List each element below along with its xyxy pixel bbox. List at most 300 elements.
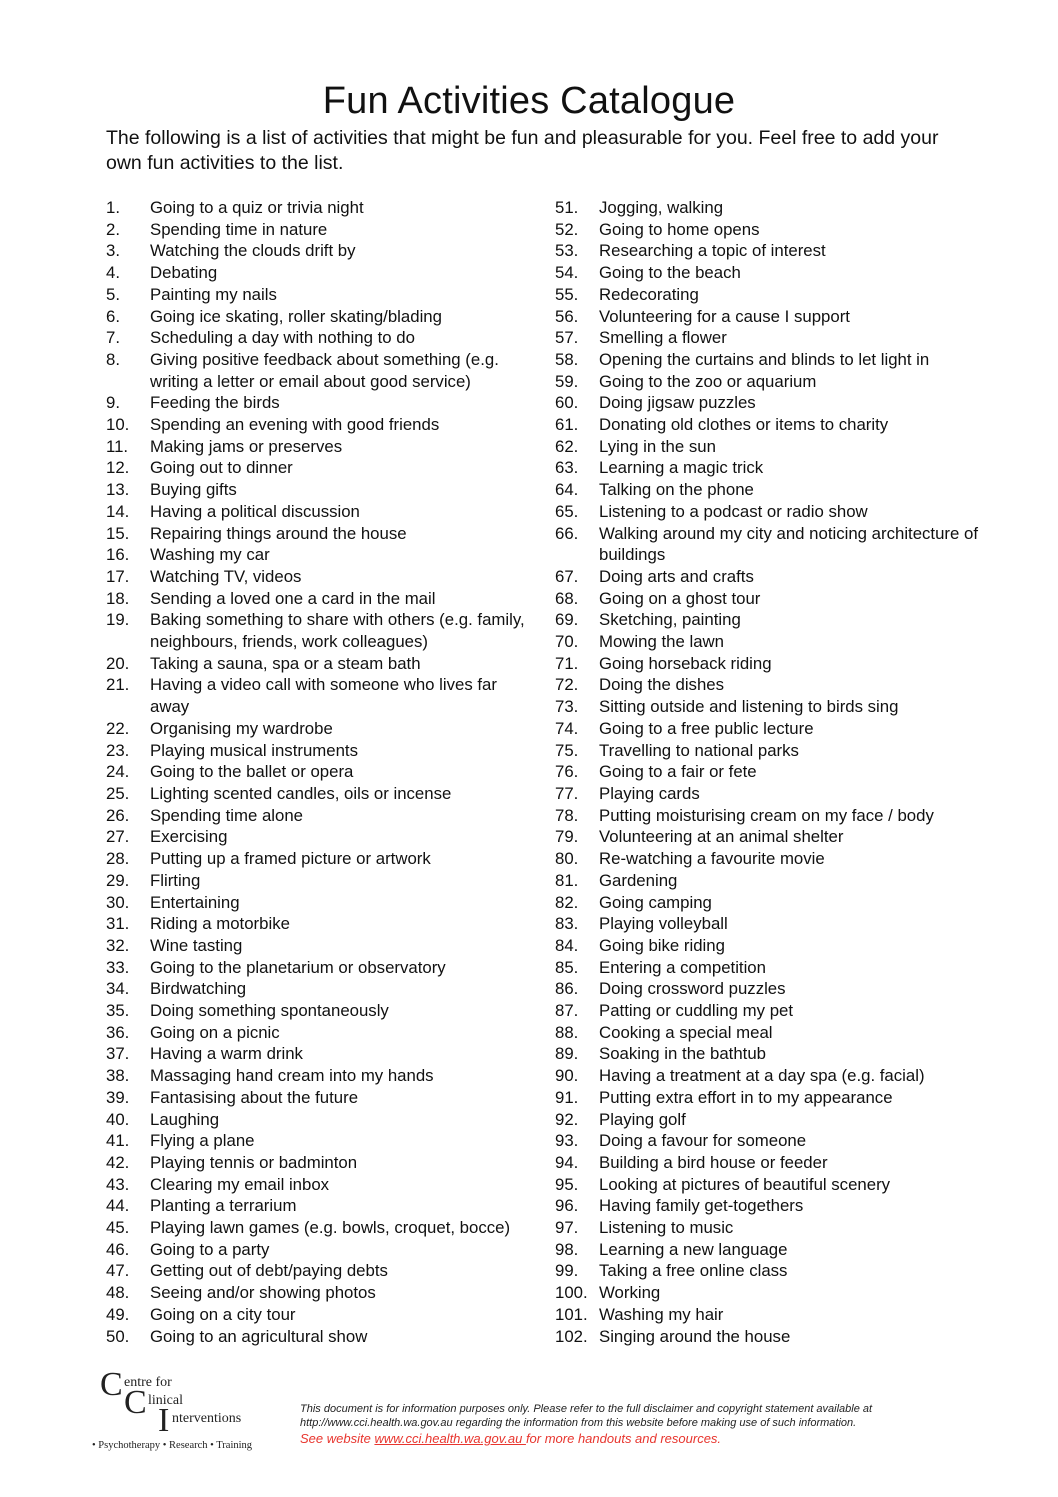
activity-text: Going to a party: [150, 1239, 270, 1259]
activity-text: Painting my nails: [150, 284, 277, 304]
activity-item: [106, 1065, 526, 1087]
activity-text: Lighting scented candles, oils or incense: [150, 783, 452, 803]
activity-text: Going to the ballet or opera: [150, 762, 354, 782]
activity-number: 52.: [555, 219, 579, 239]
activity-number: 64.: [555, 480, 579, 500]
activity-text: Going to the zoo or aquarium: [599, 371, 817, 391]
activity-text: Making jams or preserves: [150, 436, 343, 456]
activity-number: 39.: [106, 1087, 130, 1107]
activity-item: [106, 761, 526, 783]
activity-number: 21.: [106, 675, 130, 695]
activity-text: Doing jigsaw puzzles: [599, 393, 756, 413]
activity-text: Going on a city tour: [150, 1304, 296, 1324]
activity-item: [106, 892, 526, 914]
activity-item: [106, 1087, 526, 1109]
activity-text: Going horseback riding: [599, 653, 772, 673]
activity-number: 102.: [555, 1326, 588, 1346]
activity-number: 8.: [106, 349, 120, 369]
activity-item: [106, 501, 526, 523]
activity-number: 3.: [106, 241, 120, 261]
activity-number: 5.: [106, 284, 120, 304]
activity-text: Redecorating: [599, 284, 699, 304]
activity-number: 77.: [555, 783, 579, 803]
activity-number: 78.: [555, 805, 579, 825]
activity-text: Volunteering for a cause I support: [599, 306, 850, 326]
activity-item: [106, 805, 526, 827]
activity-item: [555, 1217, 985, 1239]
activity-text: Entering a competition: [599, 957, 766, 977]
activity-item: [106, 653, 526, 675]
activity-text: Learning a new language: [599, 1239, 788, 1259]
page-title: Fun Activities Catalogue: [322, 80, 736, 122]
activity-number: 27.: [106, 827, 130, 847]
activity-text: Baking something to share with others (e.g. family, neighbours, friends, work colleagues): [150, 610, 525, 652]
activity-item: [555, 848, 985, 870]
activity-text: Playing musical instruments: [150, 740, 358, 760]
activity-text: Building a bird house or feeder: [599, 1152, 828, 1172]
activity-item: [106, 262, 526, 284]
activity-item: [555, 349, 985, 371]
activity-item: [106, 1195, 526, 1217]
activity-text: Playing lawn games (e.g. bowls, croquet, bocce): [150, 1218, 511, 1238]
activity-number: 45.: [106, 1218, 130, 1238]
activity-item: [555, 436, 985, 458]
activity-item: [555, 392, 985, 414]
activity-number: 95.: [555, 1174, 579, 1194]
activity-item: [555, 957, 985, 979]
activity-text: Working: [599, 1283, 661, 1303]
activity-item: [106, 674, 526, 717]
activity-text: Donating old clothes or items to charity: [599, 415, 889, 435]
activity-text: Playing golf: [599, 1109, 686, 1129]
logo-text-interventions: nterventions: [172, 1411, 242, 1426]
activity-item: [555, 1195, 985, 1217]
activity-item: [555, 1304, 985, 1326]
activity-item: [106, 1130, 526, 1152]
activity-text: Sending a loved one a card in the mail: [150, 588, 436, 608]
activity-number: 55.: [555, 284, 579, 304]
activity-number: 1.: [106, 198, 120, 217]
activity-number: 26.: [106, 805, 130, 825]
activity-number: 40.: [106, 1109, 130, 1129]
activity-number: 80.: [555, 849, 579, 869]
activity-text: Listening to a podcast or radio show: [599, 501, 868, 521]
activity-item: [555, 631, 985, 653]
activity-number: 62.: [555, 436, 579, 456]
activity-item: [555, 978, 985, 1000]
activity-item: [555, 892, 985, 914]
activity-text: Watching TV, videos: [150, 566, 302, 586]
activity-number: 61.: [555, 415, 579, 435]
activity-item: [106, 826, 526, 848]
activity-item: [106, 436, 526, 458]
activity-item: [106, 609, 526, 652]
activity-item: [106, 870, 526, 892]
activity-item: [555, 783, 985, 805]
activity-number: 99.: [555, 1261, 579, 1281]
activity-number: 13.: [106, 480, 130, 500]
activity-number: 44.: [106, 1196, 130, 1216]
activity-number: 16.: [106, 545, 130, 565]
activity-text: Doing the dishes: [599, 675, 725, 695]
activity-number: 60.: [555, 393, 579, 413]
intro-paragraph: The following is a list of activities that might be fun and pleasurable for you. Feel free to add your own fun activities to the list.: [106, 127, 939, 174]
activity-item: [106, 848, 526, 870]
activity-item: [106, 457, 526, 479]
logo-initial-c1: C: [100, 1366, 123, 1403]
activity-item: [555, 674, 985, 696]
activity-text: Doing a favour for someone: [599, 1131, 807, 1151]
activity-item: [106, 978, 526, 1000]
activity-text: Flirting: [150, 870, 201, 890]
activity-text: Going on a ghost tour: [599, 588, 761, 608]
activity-text: Volunteering at an animal shelter: [599, 827, 844, 847]
activity-number: 37.: [106, 1044, 130, 1064]
activity-item: [555, 826, 985, 848]
activity-item: [106, 284, 526, 306]
activity-item: [555, 1022, 985, 1044]
activity-number: 43.: [106, 1174, 130, 1194]
cci-logo: [86, 1364, 276, 1456]
activity-number: 75.: [555, 740, 579, 760]
activity-text: Taking a sauna, spa or a steam bath: [150, 653, 421, 673]
activity-number: 81.: [555, 870, 579, 890]
activity-number: 10.: [106, 415, 130, 435]
activity-text: Spending time in nature: [150, 219, 328, 239]
activity-text: Smelling a flower: [599, 328, 727, 348]
activity-item: [555, 1065, 985, 1087]
activity-number: 2.: [106, 219, 120, 239]
activity-text: Doing something spontaneously: [150, 1001, 389, 1021]
activity-item: [555, 197, 985, 219]
activity-item: [106, 740, 526, 762]
activity-item: [555, 1174, 985, 1196]
website-line: [300, 1431, 1000, 1446]
activity-item: [106, 1282, 526, 1304]
activity-text: Having family get-togethers: [599, 1196, 804, 1216]
activity-text: Spending time alone: [150, 805, 304, 825]
activity-item: [555, 523, 985, 566]
activity-item: [106, 544, 526, 566]
activity-text: Going on a picnic: [150, 1022, 280, 1042]
activity-item: [106, 957, 526, 979]
activity-item: [555, 935, 985, 957]
activity-number: 101.: [555, 1304, 588, 1324]
activity-item: [106, 392, 526, 414]
activity-text: Sketching, painting: [599, 610, 741, 630]
activity-number: 24.: [106, 762, 130, 782]
activity-text: Travelling to national parks: [599, 740, 799, 760]
activity-number: 23.: [106, 740, 130, 760]
activity-item: [555, 414, 985, 436]
activity-text: Listening to music: [599, 1218, 734, 1238]
activity-number: 50.: [106, 1326, 130, 1346]
activity-text: Laughing: [150, 1109, 220, 1129]
activity-text: Flying a plane: [150, 1131, 255, 1151]
activity-item: [555, 284, 985, 306]
activity-item: [106, 327, 526, 349]
activity-number: 12.: [106, 458, 130, 478]
website-prefix: See website: [300, 1431, 375, 1446]
activity-number: 71.: [555, 653, 579, 673]
activity-number: 96.: [555, 1196, 579, 1216]
activity-number: 46.: [106, 1239, 130, 1259]
activity-number: 87.: [555, 1001, 579, 1021]
activity-number: 30.: [106, 892, 130, 912]
activity-number: 18.: [106, 588, 130, 608]
activity-number: 65.: [555, 501, 579, 521]
activity-number: 98.: [555, 1239, 579, 1259]
activity-text: Going to a free public lecture: [599, 718, 814, 738]
activity-number: 53.: [555, 241, 579, 261]
activity-item: [555, 566, 985, 588]
activity-text: Having a treatment at a day spa (e.g. facial): [599, 1066, 925, 1086]
activity-text: Feeding the birds: [150, 393, 280, 413]
activity-number: 92.: [555, 1109, 579, 1129]
activity-text: Going bike riding: [599, 935, 725, 955]
logo-tagline: • Psychotherapy • Research • Training: [92, 1440, 253, 1451]
activity-number: 47.: [106, 1261, 130, 1281]
activity-number: 36.: [106, 1022, 130, 1042]
activity-number: 74.: [555, 718, 579, 738]
activity-number: 79.: [555, 827, 579, 847]
activity-item: [555, 761, 985, 783]
activity-text: Watching the clouds drift by: [150, 241, 356, 261]
activity-text: Doing crossword puzzles: [599, 979, 786, 999]
activity-number: 58.: [555, 349, 579, 369]
activity-item: [555, 1152, 985, 1174]
activity-text: Washing my car: [150, 545, 270, 565]
activity-item: [106, 783, 526, 805]
activity-item: [555, 327, 985, 349]
activity-text: Opening the curtains and blinds to let light in: [599, 349, 930, 369]
activity-item: [106, 219, 526, 241]
activity-number: 22.: [106, 718, 130, 738]
activity-number: 67.: [555, 566, 579, 586]
activity-number: 94.: [555, 1152, 579, 1172]
activity-text: Doing arts and crafts: [599, 566, 754, 586]
logo-text-centre-for: entre for: [124, 1375, 172, 1390]
activity-text: Having a warm drink: [150, 1044, 303, 1064]
activity-text: Clearing my email inbox: [150, 1174, 330, 1194]
activity-item: [555, 1000, 985, 1022]
activity-item: [106, 1022, 526, 1044]
activity-text: Singing around the house: [599, 1326, 791, 1346]
activity-number: 93.: [555, 1131, 579, 1151]
activity-text: Giving positive feedback about something (e.g. writing a letter or email about good service): [150, 349, 499, 391]
activity-item: [555, 371, 985, 393]
activity-number: 100.: [555, 1283, 588, 1303]
activity-number: 91.: [555, 1087, 579, 1107]
activity-text: Walking around my city and noticing architecture of buildings: [599, 523, 979, 565]
activity-text: Talking on the phone: [599, 480, 754, 500]
activity-number: 33.: [106, 957, 130, 977]
activity-text: Seeing and/or showing photos: [150, 1283, 376, 1303]
activity-text: Going to the planetarium or observatory: [150, 957, 446, 977]
activity-item: [555, 1239, 985, 1261]
activity-item: [555, 1109, 985, 1131]
activity-text: Going to home opens: [599, 219, 760, 239]
activity-number: 84.: [555, 935, 579, 955]
activity-number: 85.: [555, 957, 579, 977]
activity-number: 68.: [555, 588, 579, 608]
activity-item: [555, 240, 985, 262]
activity-item: [555, 1130, 985, 1152]
activity-item: [555, 913, 985, 935]
activity-number: 89.: [555, 1044, 579, 1064]
website-link[interactable]: www.cci.health.wa.gov.au: [374, 1431, 526, 1446]
activity-number: 83.: [555, 914, 579, 934]
activity-text: Buying gifts: [150, 480, 237, 500]
activity-text: Cooking a special meal: [599, 1022, 773, 1042]
activity-text: Wine tasting: [150, 935, 243, 955]
activity-item: [555, 870, 985, 892]
activity-number: 54.: [555, 263, 579, 283]
activity-text: Re-watching a favourite movie: [599, 849, 825, 869]
activity-item: [106, 1043, 526, 1065]
activity-number: 32.: [106, 935, 130, 955]
activity-number: 31.: [106, 914, 130, 934]
activity-text: Putting up a framed picture or artwork: [150, 849, 431, 869]
activity-text: Washing my hair: [599, 1304, 724, 1324]
activity-number: 38.: [106, 1066, 130, 1086]
activity-number: 42.: [106, 1152, 130, 1172]
activity-text: Putting extra effort in to my appearance: [599, 1087, 893, 1107]
activity-number: 19.: [106, 610, 130, 630]
logo-initial-c2: C: [124, 1384, 147, 1421]
activity-item: [106, 240, 526, 262]
activity-list-right: [555, 197, 985, 1347]
activity-list-left: [106, 197, 526, 1347]
activity-item: [555, 306, 985, 328]
activity-number: 6.: [106, 306, 120, 326]
activity-text: Taking a free online class: [599, 1261, 788, 1281]
activity-number: 73.: [555, 697, 579, 717]
activity-text: Spending an evening with good friends: [150, 415, 440, 435]
activity-number: 35.: [106, 1001, 130, 1021]
activity-number: 63.: [555, 458, 579, 478]
activity-number: 88.: [555, 1022, 579, 1042]
activity-number: 9.: [106, 393, 120, 413]
activity-item: [106, 1152, 526, 1174]
activity-text: Playing cards: [599, 783, 700, 803]
activity-text: Having a political discussion: [150, 501, 360, 521]
activity-text: Getting out of debt/paying debts: [150, 1261, 388, 1281]
activity-text: Organising my wardrobe: [150, 718, 333, 738]
activity-item: [106, 1174, 526, 1196]
activity-text: Gardening: [599, 870, 678, 890]
activity-text: Having a video call with someone who lives far away: [150, 675, 497, 717]
activity-item: [555, 479, 985, 501]
activity-text: Going to a fair or fete: [599, 762, 757, 782]
activity-item: [106, 1217, 526, 1239]
activity-item: [555, 1326, 985, 1348]
activity-item: [106, 1109, 526, 1131]
activity-number: 97.: [555, 1218, 579, 1238]
activity-item: [106, 913, 526, 935]
activity-number: 41.: [106, 1131, 130, 1151]
activity-number: 90.: [555, 1066, 579, 1086]
activity-number: 72.: [555, 675, 579, 695]
activity-text: Going camping: [599, 892, 712, 912]
activity-text: Fantasising about the future: [150, 1087, 359, 1107]
activity-item: [555, 262, 985, 284]
activity-item: [106, 349, 526, 392]
activity-number: 29.: [106, 870, 130, 890]
activity-item: [106, 1260, 526, 1282]
activity-item: [106, 197, 526, 219]
logo-text-clinical: linical: [148, 1393, 183, 1408]
activity-item: [555, 457, 985, 479]
activity-number: 15.: [106, 523, 130, 543]
activity-number: 76.: [555, 762, 579, 782]
activity-number: 48.: [106, 1283, 130, 1303]
activity-text: Planting a terrarium: [150, 1196, 297, 1216]
activity-text: Soaking in the bathtub: [599, 1044, 767, 1064]
activity-number: 70.: [555, 632, 579, 652]
activity-item: [555, 219, 985, 241]
activity-text: Going to the beach: [599, 263, 741, 283]
activity-text: Sitting outside and listening to birds sing: [599, 697, 899, 717]
activity-number: 25.: [106, 783, 130, 803]
activity-item: [555, 609, 985, 631]
activity-item: [555, 1260, 985, 1282]
activity-item: [106, 414, 526, 436]
activity-text: Going to an agricultural show: [150, 1326, 368, 1346]
activity-text: Learning a magic trick: [599, 458, 764, 478]
activity-number: 66.: [555, 523, 579, 543]
activity-item: [555, 740, 985, 762]
activity-text: Patting or cuddling my pet: [599, 1001, 794, 1021]
activity-number: 86.: [555, 979, 579, 999]
activity-number: 7.: [106, 328, 120, 348]
activity-item: [106, 1326, 526, 1348]
activity-item: [555, 501, 985, 523]
activity-text: Riding a motorbike: [150, 914, 290, 934]
activity-item: [555, 588, 985, 610]
activity-item: [106, 479, 526, 501]
activity-item: [106, 718, 526, 740]
activity-item: [555, 718, 985, 740]
activity-item: [555, 805, 985, 827]
activity-number: 59.: [555, 371, 579, 391]
activity-item: [555, 696, 985, 718]
activity-item: [106, 523, 526, 545]
activity-text: Scheduling a day with nothing to do: [150, 328, 415, 348]
activity-number: 51.: [555, 198, 579, 217]
activity-text: Playing tennis or badminton: [150, 1152, 358, 1172]
activity-item: [106, 566, 526, 588]
activity-text: Researching a topic of interest: [599, 241, 826, 261]
activity-text: Birdwatching: [150, 979, 247, 999]
activity-number: 14.: [106, 501, 130, 521]
activity-number: 49.: [106, 1304, 130, 1324]
activity-item: [555, 1043, 985, 1065]
website-suffix: for more handouts and resources.: [525, 1431, 722, 1446]
activity-text: Repairing things around the house: [150, 523, 407, 543]
activity-item: [106, 935, 526, 957]
activity-text: Exercising: [150, 827, 228, 847]
activity-number: 57.: [555, 328, 579, 348]
activity-text: Going to a quiz or trivia night: [150, 198, 364, 217]
activity-text: Going ice skating, roller skating/blading: [150, 306, 442, 326]
activity-number: 82.: [555, 892, 579, 912]
activity-text: Playing volleyball: [599, 914, 728, 934]
activity-text: Lying in the sun: [599, 436, 716, 456]
activity-text: Looking at pictures of beautiful scenery: [599, 1174, 891, 1194]
activity-item: [106, 1000, 526, 1022]
activity-text: Entertaining: [150, 892, 240, 912]
